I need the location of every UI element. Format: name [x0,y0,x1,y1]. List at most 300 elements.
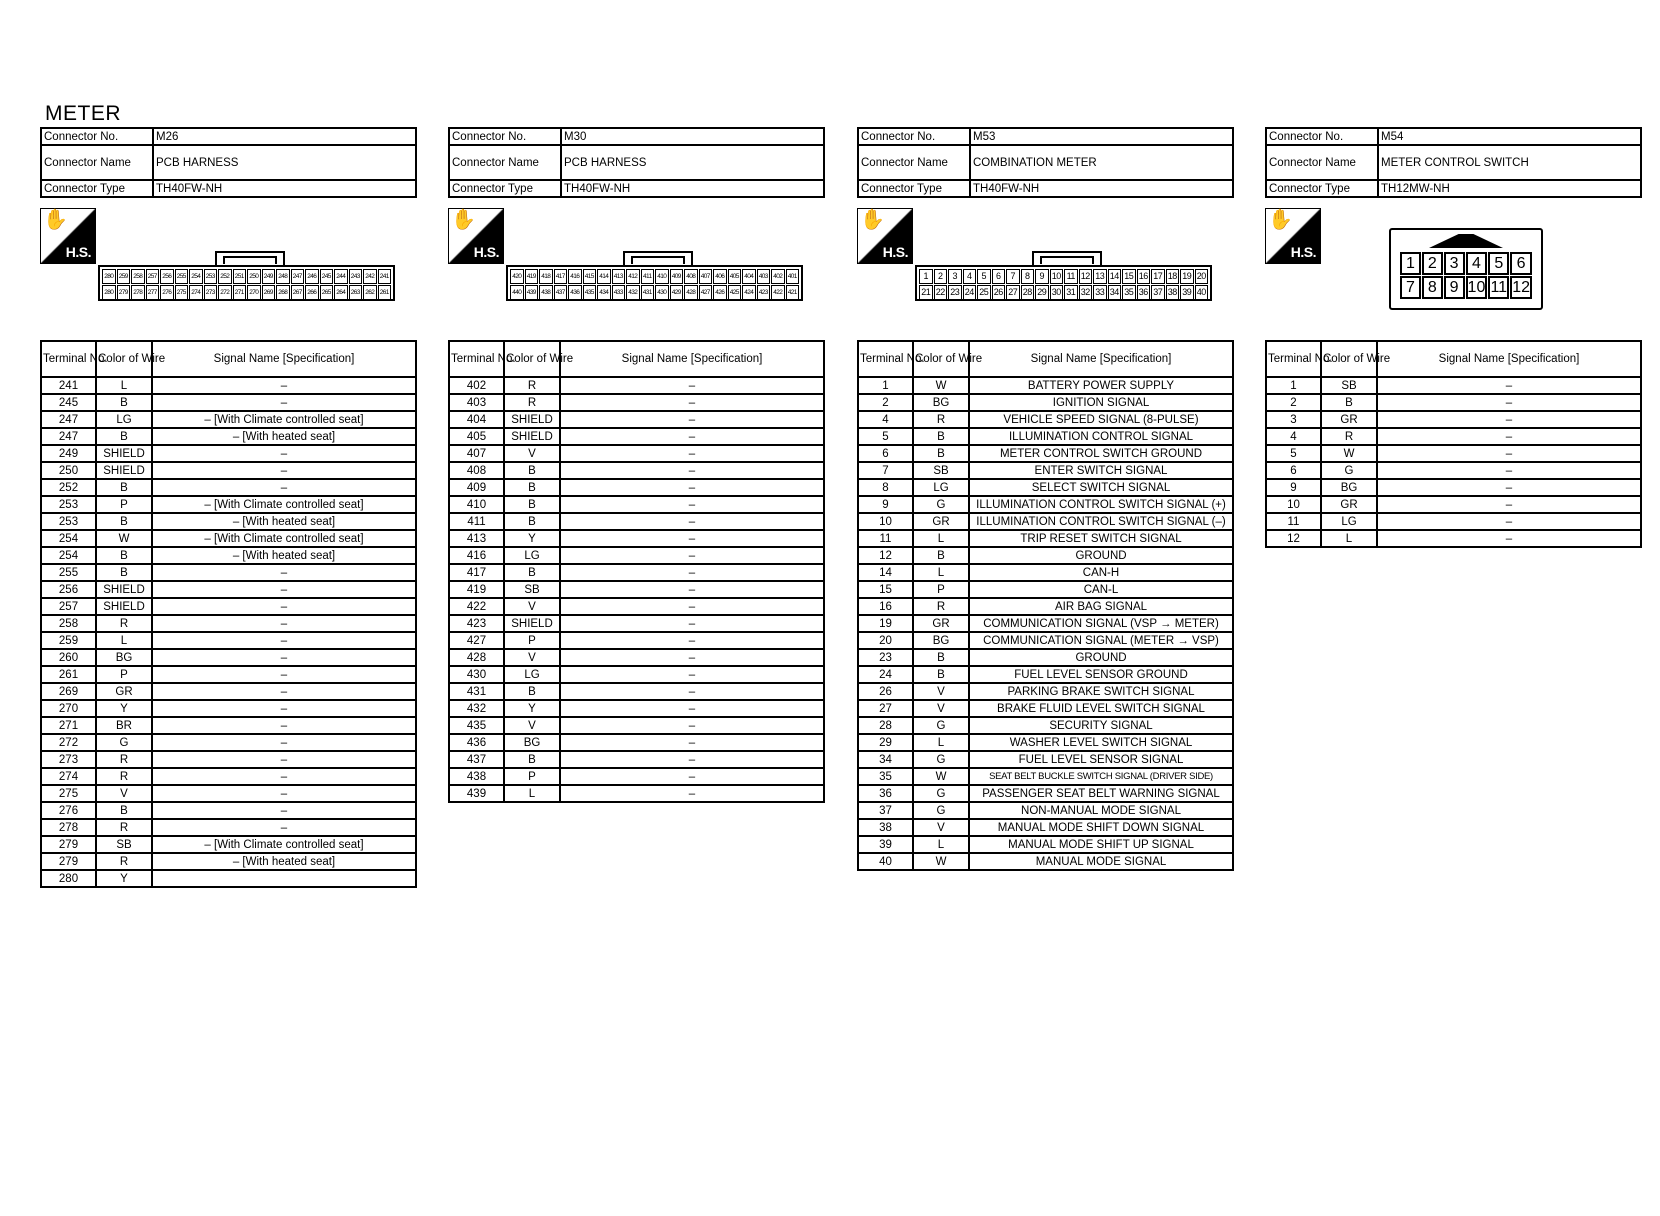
table-row [449,598,824,615]
terminal-cell: 10 [1266,496,1321,513]
pin: 440 [510,285,524,300]
pin: 418 [539,269,553,284]
terminal-cell: 253 [41,513,96,530]
terminal-cell: 20 [858,632,913,649]
terminal-no-header: Terminal No. [449,341,504,377]
table-row [1266,394,1641,411]
table-row [449,564,824,581]
wire-color-cell: Y [504,530,560,547]
terminal-cell: 279 [41,853,96,870]
signal-name-cell: – [152,632,416,649]
pin: 243 [349,269,363,284]
table-row [449,717,824,734]
signal-name-cell: – [With Climate controlled seat] [152,836,416,853]
wire-color-cell: Y [504,700,560,717]
pin: 280 [102,269,116,284]
pin: 429 [670,285,684,300]
table-row [858,649,1233,666]
wire-color-cell: W [913,853,969,870]
connector-type-label: Connector Type [41,180,153,197]
table-row [449,513,824,530]
terminal-cell: 427 [449,632,504,649]
table-row [449,615,824,632]
terminal-cell: 10 [858,513,913,530]
wire-color-cell: SHIELD [504,615,560,632]
pin: 12 [1079,269,1093,284]
connector-name-value: COMBINATION METER [970,145,1233,180]
terminal-cell: 254 [41,547,96,564]
pin: 37 [1151,285,1165,300]
signal-name-cell: – [152,751,416,768]
terminal-cell: 36 [858,785,913,802]
signal-name-cell: – [152,683,416,700]
pin: 417 [554,269,568,284]
table-row [41,802,416,819]
terminal-cell: 9 [858,496,913,513]
signal-name-cell: TRIP RESET SWITCH SIGNAL [969,530,1233,547]
table-row [1266,479,1641,496]
pin: 21 [919,285,933,300]
signal-name-cell: – [560,377,824,394]
pin: 249 [262,269,276,284]
wire-color-cell: V [504,598,560,615]
connector-face-12-pin [1389,228,1543,310]
wire-color-cell: B [96,513,152,530]
wire-color-cell: L [913,734,969,751]
signal-name-header: Signal Name [Specification] [969,341,1233,377]
pin: 38 [1166,285,1180,300]
table-row [858,394,1233,411]
pin: 7 [1006,269,1020,284]
table-row [858,479,1233,496]
connector-block-m53 [857,127,1234,871]
connector-block-m30 [448,127,825,803]
terminal-cell: 274 [41,768,96,785]
pin: 245 [320,269,334,284]
signal-name-cell: – [560,615,824,632]
pin: 10 [1050,269,1064,284]
table-row [449,649,824,666]
connector-no-value: M53 [970,128,1233,145]
pin: 270 [247,285,261,300]
signal-name-cell: – [560,530,824,547]
signal-name-cell: – [With Climate controlled seat] [152,411,416,428]
pin: 268 [276,285,290,300]
terminal-cell: 4 [858,411,913,428]
connector-name-value: METER CONTROL SWITCH [1378,145,1641,180]
wire-color-cell: GR [1321,496,1377,513]
terminal-cell: 422 [449,598,504,615]
hs-label: H.S. [473,244,499,260]
table-row [41,649,416,666]
terminal-cell: 402 [449,377,504,394]
wire-color-cell: B [96,479,152,496]
pin: 275 [175,285,189,300]
wire-color-cell: B [913,649,969,666]
table-row [858,666,1233,683]
signal-name-cell: PARKING BRAKE SWITCH SIGNAL [969,683,1233,700]
pin: 2 [1422,252,1443,275]
table-row [41,581,416,598]
table-row [41,632,416,649]
table-row [41,768,416,785]
pin: 410 [655,269,669,284]
pin: 401 [786,269,800,284]
signal-name-cell: – [152,666,416,683]
pin: 438 [539,285,553,300]
connector-no-value: M26 [153,128,416,145]
pin-row [919,269,1208,284]
table-row [449,428,824,445]
table-row [858,530,1233,547]
terminal-cell: 411 [449,513,504,530]
pin: 413 [612,269,626,284]
pin: 9 [1444,276,1465,299]
wire-color-cell: R [96,819,152,836]
signal-name-cell: SECURITY SIGNAL [969,717,1233,734]
table-row [449,581,824,598]
terminal-cell: 272 [41,734,96,751]
signal-name-cell: – [1377,394,1641,411]
table-row [858,547,1233,564]
pin: 254 [189,269,203,284]
pin: 18 [1166,269,1180,284]
wire-color-cell: R [913,411,969,428]
pin: 265 [320,285,334,300]
table-row [858,853,1233,870]
signal-name-cell: – [1377,445,1641,462]
terminal-cell: 280 [41,870,96,887]
pin: 259 [117,269,131,284]
table-row [449,530,824,547]
wire-color-cell: B [504,564,560,581]
signal-name-cell: ILLUMINATION CONTROL SWITCH SIGNAL (–) [969,513,1233,530]
terminal-cell: 7 [858,462,913,479]
signal-name-cell: VEHICLE SPEED SIGNAL (8-PULSE) [969,411,1233,428]
terminal-cell: 410 [449,496,504,513]
wire-color-cell: LG [913,479,969,496]
terminal-cell: 423 [449,615,504,632]
connector-diagram [857,198,1234,340]
table-row [1266,496,1641,513]
table-row [41,496,416,513]
wire-color-cell: G [913,785,969,802]
signal-name-cell: ILLUMINATION CONTROL SWITCH SIGNAL (+) [969,496,1233,513]
signal-name-cell: NON-MANUAL MODE SIGNAL [969,802,1233,819]
terminal-cell: 278 [41,819,96,836]
table-row [1266,411,1641,428]
terminal-cell: 409 [449,479,504,496]
signal-table [857,340,1234,871]
hand-icon [1265,208,1321,264]
signal-name-cell: COMMUNICATION SIGNAL (VSP → METER) [969,615,1233,632]
signal-name-cell: ILLUMINATION CONTROL SIGNAL [969,428,1233,445]
signal-name-cell: MANUAL MODE SHIFT UP SIGNAL [969,836,1233,853]
wire-color-cell: SB [96,836,152,853]
wire-color-cell: SHIELD [96,598,152,615]
pin: 277 [146,285,160,300]
wire-color-cell: BG [1321,479,1377,496]
signal-name-cell: – [560,462,824,479]
connector-body [506,265,803,301]
wire-color-cell: P [504,632,560,649]
table-row [858,377,1233,394]
connector-diagram [40,198,417,340]
signal-name-cell: ENTER SWITCH SIGNAL [969,462,1233,479]
pin: 35 [1122,285,1136,300]
pin: 423 [757,285,771,300]
pin: 419 [525,269,539,284]
wire-color-cell: B [96,394,152,411]
pin: 430 [655,285,669,300]
table-row [449,785,824,802]
wire-color-cell: L [96,632,152,649]
pin: 5 [1488,252,1509,275]
signal-name-cell: – [1377,411,1641,428]
wire-color-cell: L [96,377,152,394]
connector-type-value: TH40FW-NH [561,180,824,197]
pin: 26 [992,285,1006,300]
wire-color-cell: BG [96,649,152,666]
terminal-cell: 435 [449,717,504,734]
terminal-cell: 260 [41,649,96,666]
table-row [41,785,416,802]
wire-color-cell: G [913,717,969,734]
pin: 39 [1180,285,1194,300]
terminal-cell: 35 [858,768,913,785]
pin: 427 [699,285,713,300]
terminal-cell: 431 [449,683,504,700]
signal-name-cell: METER CONTROL SWITCH GROUND [969,445,1233,462]
terminal-cell: 28 [858,717,913,734]
pin: 408 [684,269,698,284]
pin: 272 [218,285,232,300]
signal-name-cell: – [With Climate controlled seat] [152,496,416,513]
signal-name-cell: – [1377,428,1641,445]
pin: 416 [568,269,582,284]
pin: 439 [525,285,539,300]
table-row [858,751,1233,768]
signal-name-cell: – [1377,479,1641,496]
terminal-cell: 432 [449,700,504,717]
pin: 432 [626,285,640,300]
signal-name-cell: – [560,513,824,530]
pin: 25 [977,285,991,300]
pin: 428 [684,285,698,300]
pin: 19 [1180,269,1194,284]
table-row [41,462,416,479]
connector-body [98,265,395,301]
signal-name-cell: – [560,768,824,785]
signal-name-cell: – [560,411,824,428]
hand-icon [40,208,96,264]
terminal-cell: 256 [41,581,96,598]
hs-label: H.S. [65,244,91,260]
signal-name-cell: – [With heated seat] [152,853,416,870]
wire-color-cell: BG [913,632,969,649]
connector-block-m26 [40,127,417,888]
pin: 406 [713,269,727,284]
wire-color-cell: R [504,377,560,394]
pin: 10 [1466,276,1488,299]
signal-name-cell: – [152,564,416,581]
pin: 29 [1035,285,1049,300]
terminal-cell: 273 [41,751,96,768]
table-row [1266,445,1641,462]
pin: 247 [291,269,305,284]
pin: 279 [117,285,131,300]
table-row [41,547,416,564]
terminal-cell: 258 [41,615,96,632]
terminal-cell: 1 [1266,377,1321,394]
pin: 248 [276,269,290,284]
table-row [858,496,1233,513]
connector-header [40,127,417,198]
pin: 2 [934,269,948,284]
terminal-cell: 1 [858,377,913,394]
table-row [449,394,824,411]
wire-color-cell: B [96,802,152,819]
wire-color-cell: SB [504,581,560,598]
terminal-cell: 12 [1266,530,1321,547]
table-row [449,666,824,683]
pin: 242 [363,269,377,284]
terminal-cell: 40 [858,853,913,870]
pin: 20 [1195,269,1209,284]
connector-type-value: TH40FW-NH [970,180,1233,197]
terminal-cell: 12 [858,547,913,564]
signal-name-cell: – [152,615,416,632]
pin: 405 [728,269,742,284]
signal-name-cell: – [With Climate controlled seat] [152,530,416,547]
terminal-cell: 437 [449,751,504,768]
pin: 276 [160,285,174,300]
terminal-no-header: Terminal No. [858,341,913,377]
signal-name-cell: – [152,768,416,785]
pin: 244 [334,269,348,284]
pin: 1 [1400,252,1421,275]
pin: 431 [641,285,655,300]
connector-no-label: Connector No. [1266,128,1378,145]
pin: 23 [948,285,962,300]
pin: 40 [1195,285,1209,300]
terminal-cell: 11 [1266,513,1321,530]
terminal-cell: 2 [1266,394,1321,411]
signal-name-cell: – [1377,496,1641,513]
pin: 12 [1510,276,1532,299]
pin-row [102,285,391,300]
pin: 256 [160,269,174,284]
connector-no-value: M54 [1378,128,1641,145]
wire-color-cell: GR [96,683,152,700]
connector-name-label: Connector Name [449,145,561,180]
table-row [41,870,416,887]
terminal-cell: 413 [449,530,504,547]
signal-name-cell: – [560,785,824,802]
table-row [858,632,1233,649]
pin: 15 [1122,269,1136,284]
pin-row [919,285,1208,300]
pin-row [510,269,799,284]
terminal-cell: 250 [41,462,96,479]
pin: 255 [175,269,189,284]
hand-icon [448,208,504,264]
terminal-cell: 417 [449,564,504,581]
pin: 8 [1021,269,1035,284]
pin: 412 [626,269,640,284]
wire-color-cell: G [913,751,969,768]
terminal-cell: 407 [449,445,504,462]
signal-name-cell: PASSENGER SEAT BELT WARNING SIGNAL [969,785,1233,802]
hand-glyph-icon: ✋ [1268,209,1293,231]
wire-color-cell: B [96,547,152,564]
wire-color-cell: GR [913,513,969,530]
wire-color-cell: B [913,547,969,564]
table-header-row [858,341,1233,377]
table-header-row [449,341,824,377]
terminal-cell: 2 [858,394,913,411]
signal-name-cell: – [560,581,824,598]
table-row [1266,530,1641,547]
pin: 435 [583,285,597,300]
wire-color-cell: R [96,751,152,768]
signal-name-cell: GROUND [969,547,1233,564]
pin-row [510,285,799,300]
terminal-cell: 419 [449,581,504,598]
table-row [41,683,416,700]
connector-diagram [1265,198,1642,340]
pin: 4 [963,269,977,284]
table-row [858,615,1233,632]
table-row [858,683,1233,700]
color-of-wire-header: Color of Wire [1321,341,1377,377]
wire-color-cell: L [913,836,969,853]
connector-no-label: Connector No. [449,128,561,145]
signal-name-cell: – [560,428,824,445]
wire-color-cell: R [96,615,152,632]
wire-color-cell: B [504,513,560,530]
table-row [449,751,824,768]
signal-name-cell: – [560,666,824,683]
pin: 253 [204,269,218,284]
terminal-cell: 253 [41,496,96,513]
terminal-cell: 5 [1266,445,1321,462]
table-row [858,581,1233,598]
terminal-cell: 11 [858,530,913,547]
table-row [41,598,416,615]
wire-color-cell: SB [1321,377,1377,394]
color-of-wire-header: Color of Wire [913,341,969,377]
terminal-cell: 430 [449,666,504,683]
wire-color-cell: SHIELD [96,462,152,479]
signal-name-cell: – [560,734,824,751]
terminal-cell: 247 [41,428,96,445]
signal-name-cell: WASHER LEVEL SWITCH SIGNAL [969,734,1233,751]
wire-color-cell: G [96,734,152,751]
table-row [449,411,824,428]
table-row [449,445,824,462]
signal-name-cell: – [1377,377,1641,394]
connector-type-value: TH40FW-NH [153,180,416,197]
pin: 257 [146,269,160,284]
pin: 5 [977,269,991,284]
connector-header [1265,127,1642,198]
pin: 266 [305,285,319,300]
pin: 403 [757,269,771,284]
pin: 280 [102,285,116,300]
terminal-cell: 38 [858,819,913,836]
pin: 33 [1093,285,1107,300]
